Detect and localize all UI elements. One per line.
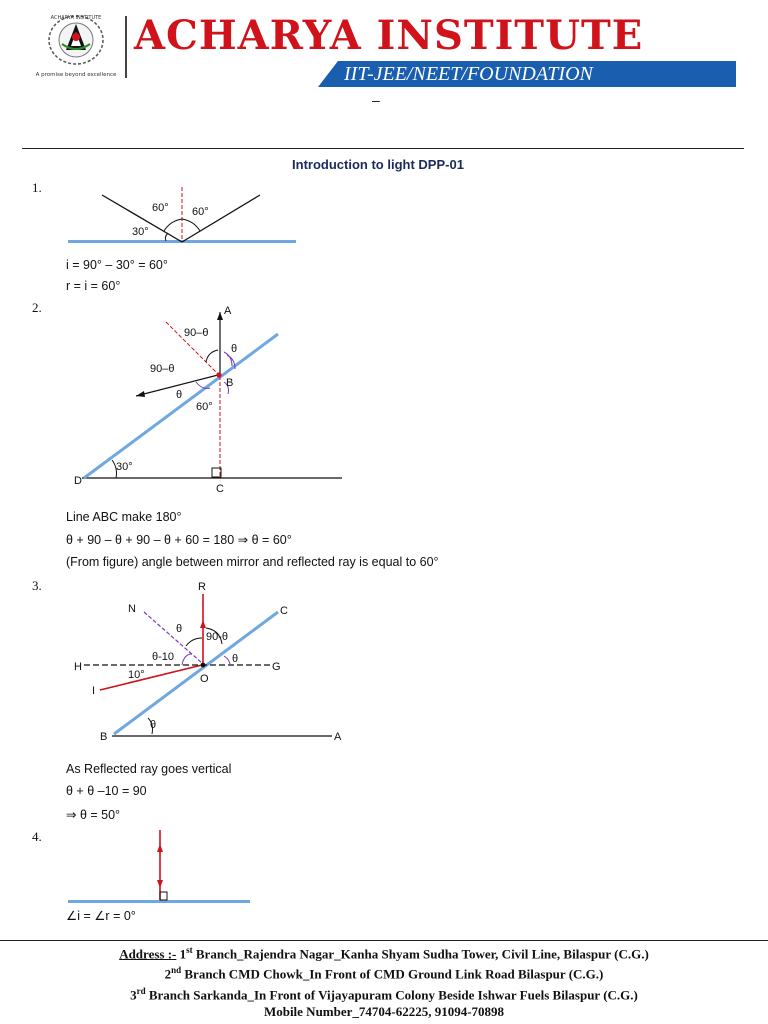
footer-line-3-sup: rd	[136, 985, 146, 996]
q3-line-1: As Reflected ray goes vertical	[66, 762, 232, 776]
institute-logo	[36, 10, 116, 82]
q3-figure	[70, 578, 360, 748]
logo-text: ACHARYA INSTITUTE	[50, 15, 102, 21]
q1-angle-60-left: 60°	[152, 202, 169, 214]
footer-line-3	[0, 983, 768, 1003]
q3-label-R: R	[198, 581, 206, 593]
footer-address	[0, 942, 768, 1020]
q3-angle-theta-right: θ	[232, 653, 239, 665]
q2-angle-theta-top: θ	[231, 343, 238, 355]
q3-angle-10: 10°	[128, 669, 145, 681]
header-subtitle: IIT-JEE/NEET/FOUNDATION	[344, 63, 593, 85]
institute-name: ACHARYA INSTITUTE	[134, 12, 644, 59]
footer-line-3-num: 3	[130, 986, 137, 1002]
q3-angle-90t: 90-θ	[206, 631, 229, 643]
q3-angle-theta-base: θ	[150, 719, 157, 731]
address-label: Address :-	[119, 946, 177, 962]
q2-label-B: B	[226, 377, 234, 389]
q2-label-A: A	[224, 305, 232, 317]
q2-angle-60: 60°	[196, 401, 213, 413]
q3-label-O: O	[200, 673, 209, 685]
q4-number: 4.	[32, 829, 42, 844]
q1-line-2: r = i = 60°	[66, 279, 121, 293]
q4-figure	[60, 828, 260, 910]
footer-line-2-num: 2	[164, 966, 172, 982]
q3-line-2: θ + θ –10 = 90	[66, 784, 147, 798]
footer-line-4: Mobile Number_74704-62225, 91094-70898	[263, 1003, 505, 1019]
header-band-tab	[318, 61, 338, 87]
q3-angle-theta-top: θ	[176, 623, 183, 635]
q2-figure	[70, 300, 360, 500]
logo-tagline: A promise beyond excellence	[36, 72, 116, 78]
q1-line-1: i = 90° – 30° = 60°	[66, 258, 168, 272]
q2-angle-90t-left: 90–θ	[150, 363, 175, 375]
footer-line-1-sup: st	[186, 945, 193, 955]
q3-label-B: B	[100, 731, 108, 743]
q3-label-I: I	[92, 685, 96, 697]
q3-number: 3.	[32, 578, 42, 593]
q3-label-A: A	[334, 731, 342, 743]
document-title: Introduction to light DPP-01	[292, 157, 464, 172]
header-dash: –	[372, 92, 380, 108]
q3-label-N: N	[128, 603, 136, 615]
q3-line-3: ⇒ θ = 50°	[66, 808, 121, 822]
footer-line-3-text: Branch Sarkanda_In Front of Vijayapuram Colony Beside Ishwar Fuels Bilaspur (C.G.)	[145, 986, 638, 1002]
footer-line-2	[0, 962, 768, 982]
footer-line-2-text: Branch CMD Chowk_In Front of CMD Ground Link Road Bilaspur (C.G.)	[181, 966, 604, 982]
q2-number: 2.	[32, 300, 42, 315]
q1-figure	[60, 185, 310, 250]
q2-line-1: Line ABC make 180°	[66, 510, 182, 524]
q3-angle-t10: θ-10	[152, 651, 175, 663]
q3-label-G: G	[272, 661, 281, 673]
q1-angle-60-right: 60°	[192, 206, 209, 218]
q2-line-3: (From figure) angle between mirror and reflected ray is equal to 60°	[66, 555, 439, 569]
q4-line-1: ∠i = ∠r = 0°	[66, 909, 136, 923]
footer-line-1-text: Branch_Rajendra Nagar_Kanha Shyam Sudha Tower, Civil Line, Bilaspur (C.G.)	[192, 946, 649, 962]
q2-label-C: C	[216, 483, 224, 495]
header-divider	[125, 16, 127, 78]
q2-angle-90t-top: 90–θ	[184, 327, 209, 339]
q2-angle-30: 30°	[116, 461, 133, 473]
footer-line-2-sup: nd	[171, 965, 182, 976]
q2-line-2: θ + 90 – θ + 90 – θ + 60 = 180 ⇒ θ = 60°	[66, 533, 292, 547]
q2-angle-theta-left: θ	[176, 389, 183, 401]
footer-line-1	[0, 942, 768, 962]
q3-label-H: H	[74, 661, 82, 673]
q1-angle-30: 30°	[132, 226, 149, 238]
q1-number: 1.	[32, 180, 42, 195]
footer-rule	[0, 940, 768, 941]
q2-label-D: D	[74, 475, 82, 487]
top-rule	[22, 148, 744, 149]
footer-line-1-num: 1	[179, 946, 187, 962]
q3-label-C: C	[280, 605, 288, 617]
